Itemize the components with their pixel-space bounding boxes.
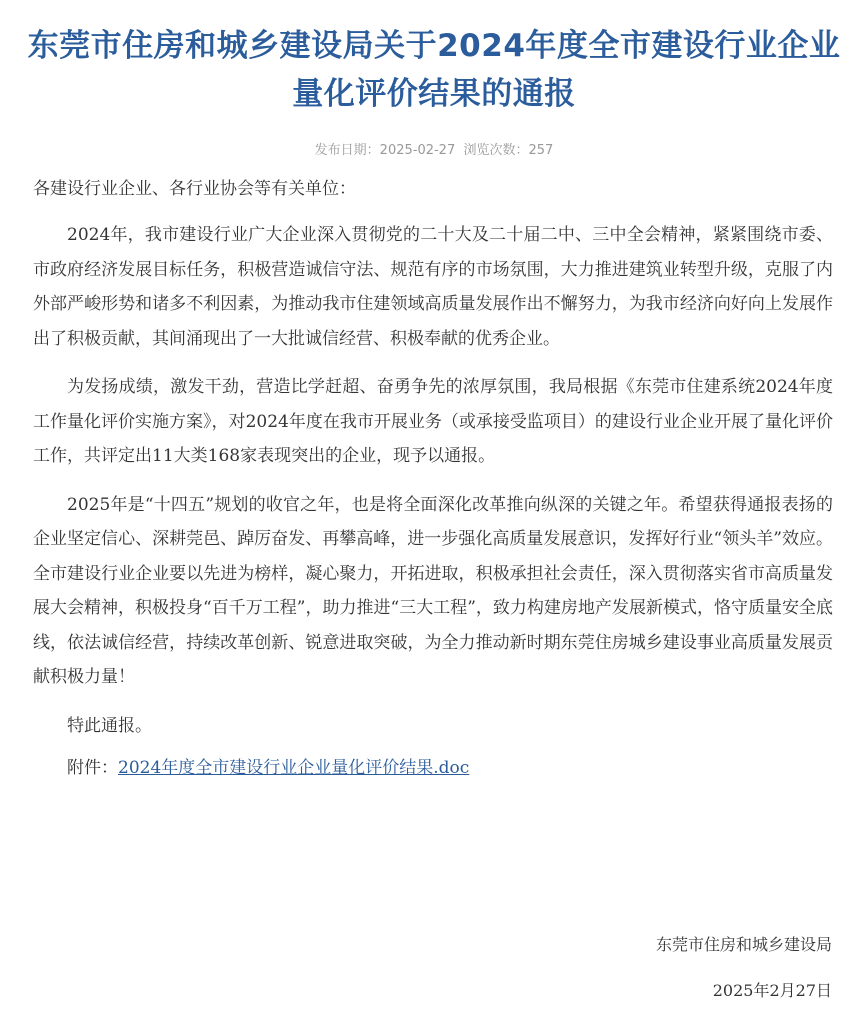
paragraph-3: 2025年是“十四五”规划的收官之年，也是将全面深化改革推向纵深的关键之年。希望获得通报表扬的企业坚定信心、深耕莞邑、踔厉奋发、再攀高峰，进一步强化高质量发展意识，发挥好行业“领头羊”效应。全市建设行业企业要以先进为榜样，凝心聚力，开拓进取，积极承担社会责任，深入贯彻落实省市高质量发展大会精神，积极投身“百千万工程”，助力推进“三大工程”，致力构建房地产发展新模式，恪守质量安全底线，依法诚信经营，持续改革创新、锐意进取突破，为全力推动新时期东莞住房城乡建设事业高质量发展贡献积极力量！ — [33, 494, 833, 687]
paragraph-1: 2024年，我市建设行业广大企业深入贯彻党的二十大及二十届二中、三中全会精神，紧紧围绕市委、市政府经济发展目标任务，积极营造诚信守法、规范有序的市场氛围，大力推进建筑业转型升级，克服了内外部严峻形势和诸多不利因素，为推动我市住建领域高质量发展作出不懈努力，为我市经济向好向上发展作出了积极贡献，其间涌现出了一大批诚信经营、积极奉献的优秀企业。 — [33, 225, 833, 349]
attachment-label: 附件： — [67, 758, 118, 778]
salutation: 各建设行业企业、各行业协会等有关单位： — [33, 179, 356, 199]
signature-date: 2025年2月27日 — [712, 981, 832, 1000]
paragraph-2: 为发扬成绩，激发干劲，营造比学赶超、奋勇争先的浓厚氛围，我局根据《东莞市住建系统2024年度工作量化评价实施方案》，对2024年度在我市开展业务（或承接受监项目）的建设行业企业开展了量化评价工作，共评定出11大类168家表现突出的企业，现予以通报。 — [33, 377, 833, 466]
attachment-line — [33, 751, 833, 786]
attachment-link[interactable]: 2024年度全市建设行业企业量化评价结果.doc — [118, 758, 470, 778]
publish-date: 2025-02-27 — [379, 143, 456, 158]
signature-org: 东莞市住房和城乡建设局 — [655, 935, 832, 954]
article-meta — [0, 142, 868, 160]
publish-date-label: 发布日期： — [314, 143, 380, 158]
article-body — [33, 175, 833, 786]
view-count: 257 — [528, 143, 554, 158]
view-count-label: 浏览次数： — [463, 143, 529, 158]
article-title: 东莞市住房和城乡建设局关于2024年度全市建设行业企业量化评价结果的通报 — [27, 28, 841, 112]
closing-line: 特此通报。 — [67, 715, 152, 736]
